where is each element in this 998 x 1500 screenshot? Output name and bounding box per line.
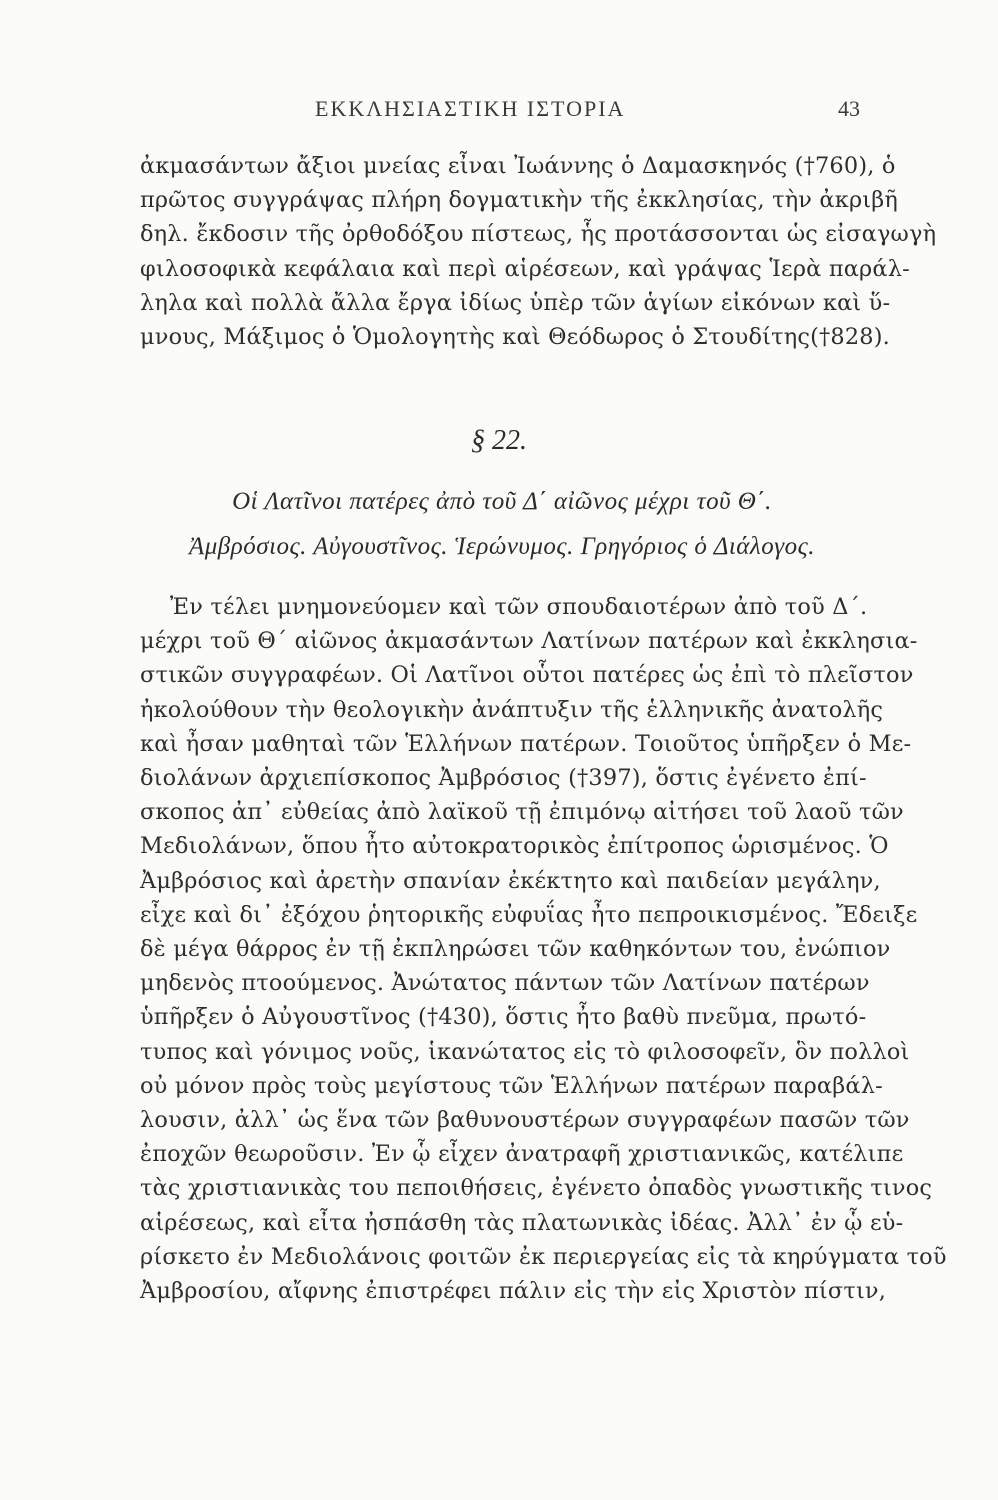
text-line: λουσιν, ἀλλ᾽ ὡς ἕνα τῶν βαθυνουστέρων συγγραφέων πασῶν τῶν	[140, 1107, 910, 1134]
text-line: μνους, Μάξιμος ὁ Ὁμολογητὴς καὶ Θεόδωρος ὁ Στουδίτης(†828).	[140, 324, 890, 351]
section-heading-line-2: Ἀμβρόσιος. Αὐγουστῖνος. Ἱερώνυμος. Γρηγόριος ὁ Διάλογος.	[188, 533, 816, 560]
running-header	[140, 96, 860, 136]
text-line: ρίσκετο ἐν Μεδιολάνοις φοιτῶν ἐκ περιεργείας εἰς τὰ κηρύγματα τοῦ	[140, 1243, 947, 1270]
section-heading-line-1: Οἱ Λατῖνοι πατέρες ἀπὸ τοῦ Δ΄ αἰῶνος μέχρι τοῦ Θ΄.	[232, 488, 772, 515]
page-number: 43	[838, 96, 860, 121]
text-line: δηλ. ἔκδοσιν τῆς ὀρθοδόξου πίστεως, ἧς προτάσσονται ὡς εἰσαγωγὴ	[140, 221, 937, 248]
text-line: μέχρι τοῦ Θ΄ αἰῶνος ἀκμασάντων Λατίνων πατέρων καὶ ἐκκλησια-	[140, 628, 918, 655]
body-paragraph	[140, 590, 947, 1308]
text-line: ἐποχῶν θεωροῦσιν. Ἐν ᾧ εἶχεν ἀνατραφῆ χριστιανικῶς, κατέλιπε	[140, 1141, 904, 1168]
section-number: § 22.	[471, 425, 527, 456]
text-line: ἀκμασάντων ἄξιοι μνείας εἶναι Ἰωάννης ὁ Δαμασκηνός (†760), ὁ	[140, 153, 896, 179]
text-line: οὐ μόνον πρὸς τοὺς μεγίστους τῶν Ἑλλήνων πατέρων παραβάλ-	[140, 1072, 883, 1099]
text-line: Μεδιολάνων, ὅπου ἦτο αὐτοκρατορικὸς ἐπίτροπος ὡρισμένος. Ὁ	[140, 833, 889, 860]
text-line: αἱρέσεως, καὶ εἶτα ἠσπάσθη τὰς πλατωνικὰς ἰδέας. Ἀλλ᾽ ἐν ᾧ εὑ-	[140, 1209, 904, 1236]
text-line: διολάνων ἀρχιεπίσκοπος Ἀμβρόσιος (†397), ὅστις ἐγένετο ἐπί-	[140, 765, 867, 792]
text-line: καὶ ἦσαν μαθηταὶ τῶν Ἑλλήνων πατέρων. Τοιοῦτος ὑπῆρξεν ὁ Με-	[140, 730, 912, 757]
text-line: Ἀμβρόσιος καὶ ἀρετὴν σπανίαν ἐκέκτητο καὶ παιδείαν μεγάλην,	[140, 867, 881, 894]
text-line: πρῶτος συγγράψας πλήρη δογματικὴν τῆς ἐκκλησίας, τὴν ἀκριβῆ	[140, 187, 899, 214]
text-line: σκοπος ἀπ᾽ εὐθείας ἀπὸ λαϊκοῦ τῇ ἐπιμόνῳ αἰτήσει τοῦ λαοῦ τῶν	[140, 799, 904, 826]
text-line: Ἀμβροσίου, αἴφνης ἐπιστρέφει πάλιν εἰς τὴν εἰς Χριστὸν πίστιν,	[140, 1278, 887, 1305]
text-line: εἶχε καὶ δι᾽ ἐξόχου ῥητορικῆς εὐφυΐας ἦτο πεπροικισμένος. Ἔδειξε	[140, 901, 918, 928]
text-line: τυπος καὶ γόνιμος νοῦς, ἱκανώτατος εἰς τὸ φιλοσοφεῖν, ὃν πολλοὶ	[140, 1038, 910, 1065]
text-line: ἠκολούθουν τὴν θεολογικὴν ἀνάπτυξιν τῆς ἑλληνικῆς ἀνατολῆς	[140, 696, 884, 723]
running-title: ΕΚΚΛΗΣΙΑΣΤΙΚΗ ΙΣΤΟΡΙΑ	[315, 96, 626, 121]
text-line: φιλοσοφικὰ κεφάλαια καὶ περὶ αἱρέσεων, καὶ γράψας Ἱερὰ παράλ-	[140, 255, 910, 282]
text-line: τὰς χριστιανικὰς του πεποιθήσεις, ἐγένετο ὀπαδὸς γνωστικῆς τινος	[140, 1175, 933, 1202]
top-paragraph	[140, 149, 937, 354]
text-line: μηδενὸς πτοούμενος. Ἀνώτατος πάντων τῶν Λατίνων πατέρων	[140, 970, 870, 997]
text-line: δὲ μέγα θάρρος ἐν τῇ ἐκπληρώσει τῶν καθηκόντων του, ἐνώπιον	[140, 936, 891, 963]
text-line: ὑπῆρξεν ὁ Αὐγουστῖνος (†430), ὅστις ἦτο βαθὺ πνεῦμα, πρωτό-	[140, 1004, 867, 1031]
text-line: στικῶν συγγραφέων. Οἱ Λατῖνοι οὗτοι πατέρες ὡς ἐπὶ τὸ πλεῖστον	[140, 662, 914, 689]
text-line: ληλα καὶ πολλὰ ἄλλα ἔργα ἰδίως ὑπὲρ τῶν ἁγίων εἰκόνων καὶ ὕ-	[140, 289, 891, 316]
text-line: Ἐν τέλει μνημονεύομεν καὶ τῶν σπουδαιοτέρων ἀπὸ τοῦ Δ΄.	[170, 594, 868, 620]
